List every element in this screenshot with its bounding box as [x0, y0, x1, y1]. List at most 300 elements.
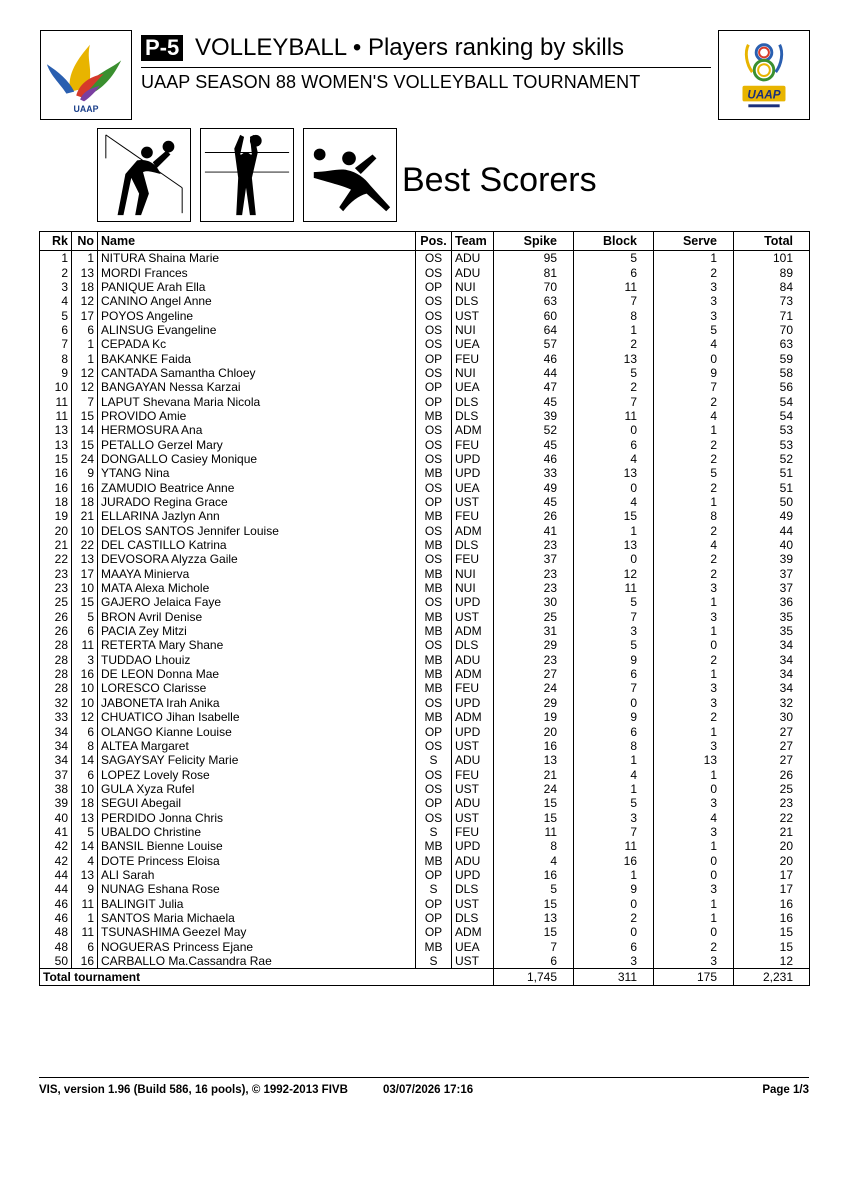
cell-block: 3 — [574, 954, 654, 969]
cell-total: 54 — [734, 394, 810, 408]
cell-team: DLS — [452, 638, 494, 652]
cell-name: BANGAYAN Nessa Karzai — [98, 380, 416, 394]
cell-team: UPD — [452, 466, 494, 480]
cell-rank: 38 — [40, 782, 72, 796]
cell-position: MB — [416, 940, 452, 954]
table-row — [40, 495, 810, 509]
table-row — [40, 667, 810, 681]
cell-rank: 7 — [40, 337, 72, 351]
cell-spike: 31 — [494, 624, 574, 638]
cell-position: MB — [416, 538, 452, 552]
cell-team: FEU — [452, 437, 494, 451]
cell-rank: 46 — [40, 896, 72, 910]
cell-spike: 39 — [494, 409, 574, 423]
cell-rank: 48 — [40, 925, 72, 939]
cell-spike: 49 — [494, 481, 574, 495]
cell-block: 0 — [574, 552, 654, 566]
cell-position: MB — [416, 681, 452, 695]
cell-team: NUI — [452, 581, 494, 595]
cell-serve: 2 — [654, 552, 734, 566]
cell-total: 59 — [734, 351, 810, 365]
cell-number: 1 — [72, 911, 98, 925]
cell-rank: 15 — [40, 452, 72, 466]
cell-name: CEPADA Kc — [98, 337, 416, 351]
cell-serve: 4 — [654, 337, 734, 351]
cell-serve: 0 — [654, 868, 734, 882]
cell-serve: 9 — [654, 366, 734, 380]
cell-total: 35 — [734, 610, 810, 624]
cell-position: OP — [416, 925, 452, 939]
cell-name: JURADO Regina Grace — [98, 495, 416, 509]
cell-team: ADU — [452, 251, 494, 266]
cell-spike: 95 — [494, 251, 574, 266]
cell-spike: 6 — [494, 954, 574, 969]
cell-serve: 1 — [654, 724, 734, 738]
totals-label: Total tournament — [40, 969, 494, 986]
cell-total: 15 — [734, 925, 810, 939]
cell-name: JABONETA Irah Anika — [98, 696, 416, 710]
cell-spike: 44 — [494, 366, 574, 380]
cell-team: ADM — [452, 524, 494, 538]
cell-serve: 2 — [654, 524, 734, 538]
cell-team: UPD — [452, 696, 494, 710]
cell-rank: 41 — [40, 825, 72, 839]
cell-block: 3 — [574, 624, 654, 638]
cell-position: MB — [416, 667, 452, 681]
cell-position: OP — [416, 495, 452, 509]
cell-number: 10 — [72, 782, 98, 796]
cell-spike: 15 — [494, 896, 574, 910]
cell-serve: 0 — [654, 351, 734, 365]
cell-block: 11 — [574, 280, 654, 294]
cell-rank: 11 — [40, 409, 72, 423]
cell-team: UST — [452, 782, 494, 796]
uaap-logo-left — [40, 30, 132, 120]
table-row — [40, 767, 810, 781]
col-header-spike: Spike — [494, 232, 574, 251]
cell-total: 49 — [734, 509, 810, 523]
cell-total: 53 — [734, 423, 810, 437]
cell-spike: 63 — [494, 294, 574, 308]
cell-number: 17 — [72, 567, 98, 581]
cell-spike: 23 — [494, 653, 574, 667]
cell-spike: 29 — [494, 696, 574, 710]
cell-block: 7 — [574, 394, 654, 408]
col-header-name: Name — [98, 232, 416, 251]
cell-total: 51 — [734, 481, 810, 495]
cell-spike: 24 — [494, 681, 574, 695]
table-row — [40, 437, 810, 451]
table-row — [40, 911, 810, 925]
cell-position: OP — [416, 380, 452, 394]
cell-number: 15 — [72, 437, 98, 451]
footer-divider — [39, 1077, 809, 1078]
cell-rank: 13 — [40, 437, 72, 451]
cell-name: SANTOS Maria Michaela — [98, 911, 416, 925]
totals-spike: 1,745 — [494, 969, 574, 986]
cell-total: 16 — [734, 911, 810, 925]
cell-name: UBALDO Christine — [98, 825, 416, 839]
table-row — [40, 524, 810, 538]
cell-total: 71 — [734, 308, 810, 322]
cell-serve: 3 — [654, 739, 734, 753]
cell-position: MB — [416, 409, 452, 423]
cell-position: OS — [416, 452, 452, 466]
cell-name: NOGUERAS Princess Ejane — [98, 940, 416, 954]
cell-name: SEGUI Abegail — [98, 796, 416, 810]
cell-position: OS — [416, 524, 452, 538]
cell-block: 3 — [574, 810, 654, 824]
cell-serve: 7 — [654, 380, 734, 394]
cell-position: MB — [416, 853, 452, 867]
cell-team: UPD — [452, 839, 494, 853]
cell-team: ADU — [452, 796, 494, 810]
cell-number: 9 — [72, 466, 98, 480]
cell-name: ALTEA Margaret — [98, 739, 416, 753]
cell-serve: 2 — [654, 710, 734, 724]
cell-team: ADM — [452, 624, 494, 638]
cell-rank: 28 — [40, 653, 72, 667]
table-row — [40, 810, 810, 824]
cell-block: 1 — [574, 868, 654, 882]
cell-number: 15 — [72, 595, 98, 609]
cell-name: BANSIL Bienne Louise — [98, 839, 416, 853]
table-row — [40, 595, 810, 609]
table-row — [40, 681, 810, 695]
table-row — [40, 280, 810, 294]
cell-serve: 2 — [654, 481, 734, 495]
table-row — [40, 337, 810, 351]
cell-name: CHUATICO Jihan Isabelle — [98, 710, 416, 724]
cell-rank: 34 — [40, 724, 72, 738]
table-row — [40, 394, 810, 408]
cell-team: ADU — [452, 653, 494, 667]
section-title: Best Scorers — [402, 161, 597, 199]
table-row — [40, 825, 810, 839]
header-divider — [141, 67, 711, 68]
cell-name: DOTE Princess Eloisa — [98, 853, 416, 867]
table-row — [40, 323, 810, 337]
cell-number: 11 — [72, 638, 98, 652]
cell-number: 12 — [72, 380, 98, 394]
cell-total: 44 — [734, 524, 810, 538]
cell-position: S — [416, 882, 452, 896]
cell-name: PACIA Zey Mitzi — [98, 624, 416, 638]
cell-serve: 2 — [654, 394, 734, 408]
cell-total: 51 — [734, 466, 810, 480]
cell-team: ADU — [452, 265, 494, 279]
cell-total: 35 — [734, 624, 810, 638]
cell-number: 16 — [72, 481, 98, 495]
cell-name: GAJERO Jelaica Faye — [98, 595, 416, 609]
footer-datetime: 03/07/2026 17:16 — [383, 1084, 474, 1096]
cell-rank: 33 — [40, 710, 72, 724]
cell-name: TUDDAO Lhouiz — [98, 653, 416, 667]
cell-spike: 33 — [494, 466, 574, 480]
cell-total: 34 — [734, 653, 810, 667]
col-header-number: No — [72, 232, 98, 251]
cell-block: 1 — [574, 323, 654, 337]
cell-position: OS — [416, 294, 452, 308]
cell-team: UST — [452, 610, 494, 624]
cell-serve: 1 — [654, 423, 734, 437]
cell-block: 9 — [574, 710, 654, 724]
cell-total: 50 — [734, 495, 810, 509]
cell-team: UPD — [452, 595, 494, 609]
cell-total: 70 — [734, 323, 810, 337]
cell-team: FEU — [452, 509, 494, 523]
cell-total: 36 — [734, 595, 810, 609]
cell-serve: 3 — [654, 696, 734, 710]
cell-block: 13 — [574, 466, 654, 480]
totals-block: 311 — [574, 969, 654, 986]
cell-team: UST — [452, 495, 494, 509]
cell-spike: 37 — [494, 552, 574, 566]
cell-block: 5 — [574, 366, 654, 380]
cell-team: UST — [452, 954, 494, 969]
table-row — [40, 624, 810, 638]
cell-position: OS — [416, 810, 452, 824]
cell-spike: 29 — [494, 638, 574, 652]
cell-serve: 3 — [654, 308, 734, 322]
cell-number: 16 — [72, 667, 98, 681]
cell-serve: 2 — [654, 437, 734, 451]
totals-serve: 175 — [654, 969, 734, 986]
cell-spike: 11 — [494, 825, 574, 839]
serve-icon — [304, 129, 396, 221]
cell-position: S — [416, 753, 452, 767]
cell-number: 13 — [72, 265, 98, 279]
cell-team: NUI — [452, 323, 494, 337]
cell-number: 10 — [72, 696, 98, 710]
cell-position: MB — [416, 509, 452, 523]
cell-position: OP — [416, 896, 452, 910]
cell-number: 18 — [72, 280, 98, 294]
uaap-flame-logo-icon — [41, 31, 131, 119]
cell-number: 3 — [72, 653, 98, 667]
cell-rank: 18 — [40, 495, 72, 509]
report-code-badge: P-5 — [141, 35, 183, 61]
cell-name: CANTADA Samantha Chloey — [98, 366, 416, 380]
cell-spike: 23 — [494, 538, 574, 552]
serve-pictogram — [303, 128, 397, 222]
cell-serve: 3 — [654, 954, 734, 969]
cell-number: 11 — [72, 925, 98, 939]
cell-spike: 81 — [494, 265, 574, 279]
spike-pictogram — [97, 128, 191, 222]
cell-team: NUI — [452, 280, 494, 294]
cell-team: DLS — [452, 294, 494, 308]
cell-total: 27 — [734, 753, 810, 767]
cell-spike: 24 — [494, 782, 574, 796]
block-pictogram — [200, 128, 294, 222]
cell-total: 63 — [734, 337, 810, 351]
cell-rank: 42 — [40, 839, 72, 853]
cell-serve: 1 — [654, 595, 734, 609]
cell-spike: 45 — [494, 437, 574, 451]
cell-name: PERDIDO Jonna Chris — [98, 810, 416, 824]
cell-block: 15 — [574, 509, 654, 523]
cell-spike: 15 — [494, 810, 574, 824]
cell-serve: 5 — [654, 323, 734, 337]
cell-number: 6 — [72, 767, 98, 781]
cell-spike: 13 — [494, 753, 574, 767]
cell-number: 22 — [72, 538, 98, 552]
cell-name: TSUNASHIMA Geezel May — [98, 925, 416, 939]
cell-spike: 52 — [494, 423, 574, 437]
uaap-logo-right — [718, 30, 810, 120]
cell-rank: 50 — [40, 954, 72, 969]
cell-rank: 2 — [40, 265, 72, 279]
cell-number: 12 — [72, 294, 98, 308]
cell-spike: 26 — [494, 509, 574, 523]
cell-team: ADM — [452, 667, 494, 681]
cell-serve: 0 — [654, 853, 734, 867]
cell-rank: 22 — [40, 552, 72, 566]
cell-block: 6 — [574, 667, 654, 681]
cell-spike: 64 — [494, 323, 574, 337]
cell-rank: 40 — [40, 810, 72, 824]
cell-name: NUNAG Eshana Rose — [98, 882, 416, 896]
table-row — [40, 423, 810, 437]
cell-serve: 4 — [654, 409, 734, 423]
cell-name: DEVOSORA Alyzza Gaile — [98, 552, 416, 566]
cell-rank: 16 — [40, 481, 72, 495]
cell-block: 6 — [574, 437, 654, 451]
cell-serve: 3 — [654, 610, 734, 624]
cell-position: OS — [416, 323, 452, 337]
table-row — [40, 796, 810, 810]
cell-name: SAGAYSAY Felicity Marie — [98, 753, 416, 767]
cell-total: 54 — [734, 409, 810, 423]
cell-name: ALINSUG Evangeline — [98, 323, 416, 337]
cell-number: 18 — [72, 495, 98, 509]
cell-serve: 4 — [654, 810, 734, 824]
cell-spike: 41 — [494, 524, 574, 538]
cell-total: 58 — [734, 366, 810, 380]
table-row — [40, 638, 810, 652]
cell-serve: 4 — [654, 538, 734, 552]
cell-team: UPD — [452, 452, 494, 466]
cell-total: 89 — [734, 265, 810, 279]
table-row — [40, 868, 810, 882]
cell-rank: 10 — [40, 380, 72, 394]
cell-block: 5 — [574, 638, 654, 652]
cell-total: 21 — [734, 825, 810, 839]
cell-serve: 3 — [654, 280, 734, 294]
cell-name: MORDI Frances — [98, 265, 416, 279]
cell-total: 17 — [734, 868, 810, 882]
table-row — [40, 481, 810, 495]
cell-position: OS — [416, 782, 452, 796]
cell-number: 13 — [72, 552, 98, 566]
table-row — [40, 940, 810, 954]
cell-name: PROVIDO Amie — [98, 409, 416, 423]
cell-rank: 28 — [40, 667, 72, 681]
cell-number: 5 — [72, 610, 98, 624]
table-row — [40, 380, 810, 394]
cell-name: CANINO Angel Anne — [98, 294, 416, 308]
cell-spike: 60 — [494, 308, 574, 322]
cell-spike: 23 — [494, 581, 574, 595]
cell-block: 8 — [574, 308, 654, 322]
table-row — [40, 251, 810, 266]
table-header-row — [40, 232, 810, 251]
cell-spike: 8 — [494, 839, 574, 853]
cell-block: 4 — [574, 495, 654, 509]
tournament-subtitle: UAAP SEASON 88 WOMEN'S VOLLEYBALL TOURNAMENT — [141, 72, 641, 92]
cell-team: UST — [452, 810, 494, 824]
table-row — [40, 710, 810, 724]
cell-rank: 23 — [40, 567, 72, 581]
cell-name: LOPEZ Lovely Rose — [98, 767, 416, 781]
cell-position: OS — [416, 337, 452, 351]
cell-name: OLANGO Kianne Louise — [98, 724, 416, 738]
cell-position: OS — [416, 696, 452, 710]
cell-total: 40 — [734, 538, 810, 552]
cell-position: OS — [416, 308, 452, 322]
table-row — [40, 552, 810, 566]
table-row — [40, 294, 810, 308]
cell-serve: 1 — [654, 767, 734, 781]
report-title: VOLLEYBALL • Players ranking by skills — [195, 34, 625, 61]
cell-name: CARBALLO Ma.Cassandra Rae — [98, 954, 416, 969]
spike-icon — [98, 129, 190, 221]
table-row — [40, 853, 810, 867]
cell-spike: 15 — [494, 796, 574, 810]
cell-block: 7 — [574, 825, 654, 839]
cell-serve: 0 — [654, 925, 734, 939]
cell-team: ADU — [452, 753, 494, 767]
cell-block: 13 — [574, 538, 654, 552]
cell-total: 52 — [734, 452, 810, 466]
table-row — [40, 753, 810, 767]
cell-name: MATA Alexa Michole — [98, 581, 416, 595]
cell-team: FEU — [452, 825, 494, 839]
cell-spike: 5 — [494, 882, 574, 896]
cell-team: ADU — [452, 853, 494, 867]
cell-team: UEA — [452, 940, 494, 954]
cell-block: 7 — [574, 610, 654, 624]
cell-team: DLS — [452, 882, 494, 896]
block-icon — [201, 129, 293, 221]
cell-team: UEA — [452, 380, 494, 394]
cell-number: 10 — [72, 581, 98, 595]
table-row — [40, 882, 810, 896]
cell-block: 1 — [574, 524, 654, 538]
cell-name: RETERTA Mary Shane — [98, 638, 416, 652]
cell-name: DE LEON Donna Mae — [98, 667, 416, 681]
cell-rank: 44 — [40, 868, 72, 882]
cell-block: 9 — [574, 653, 654, 667]
cell-total: 37 — [734, 581, 810, 595]
cell-block: 2 — [574, 911, 654, 925]
cell-block: 0 — [574, 696, 654, 710]
table-row — [40, 782, 810, 796]
cell-block: 11 — [574, 581, 654, 595]
col-header-total: Total — [734, 232, 810, 251]
totals-row — [40, 969, 810, 986]
cell-name: ELLARINA Jazlyn Ann — [98, 509, 416, 523]
cell-block: 2 — [574, 337, 654, 351]
cell-name: PANIQUE Arah Ella — [98, 280, 416, 294]
cell-position: OP — [416, 394, 452, 408]
cell-team: FEU — [452, 681, 494, 695]
cell-serve: 8 — [654, 509, 734, 523]
cell-position: MB — [416, 567, 452, 581]
table-row — [40, 925, 810, 939]
cell-rank: 26 — [40, 610, 72, 624]
